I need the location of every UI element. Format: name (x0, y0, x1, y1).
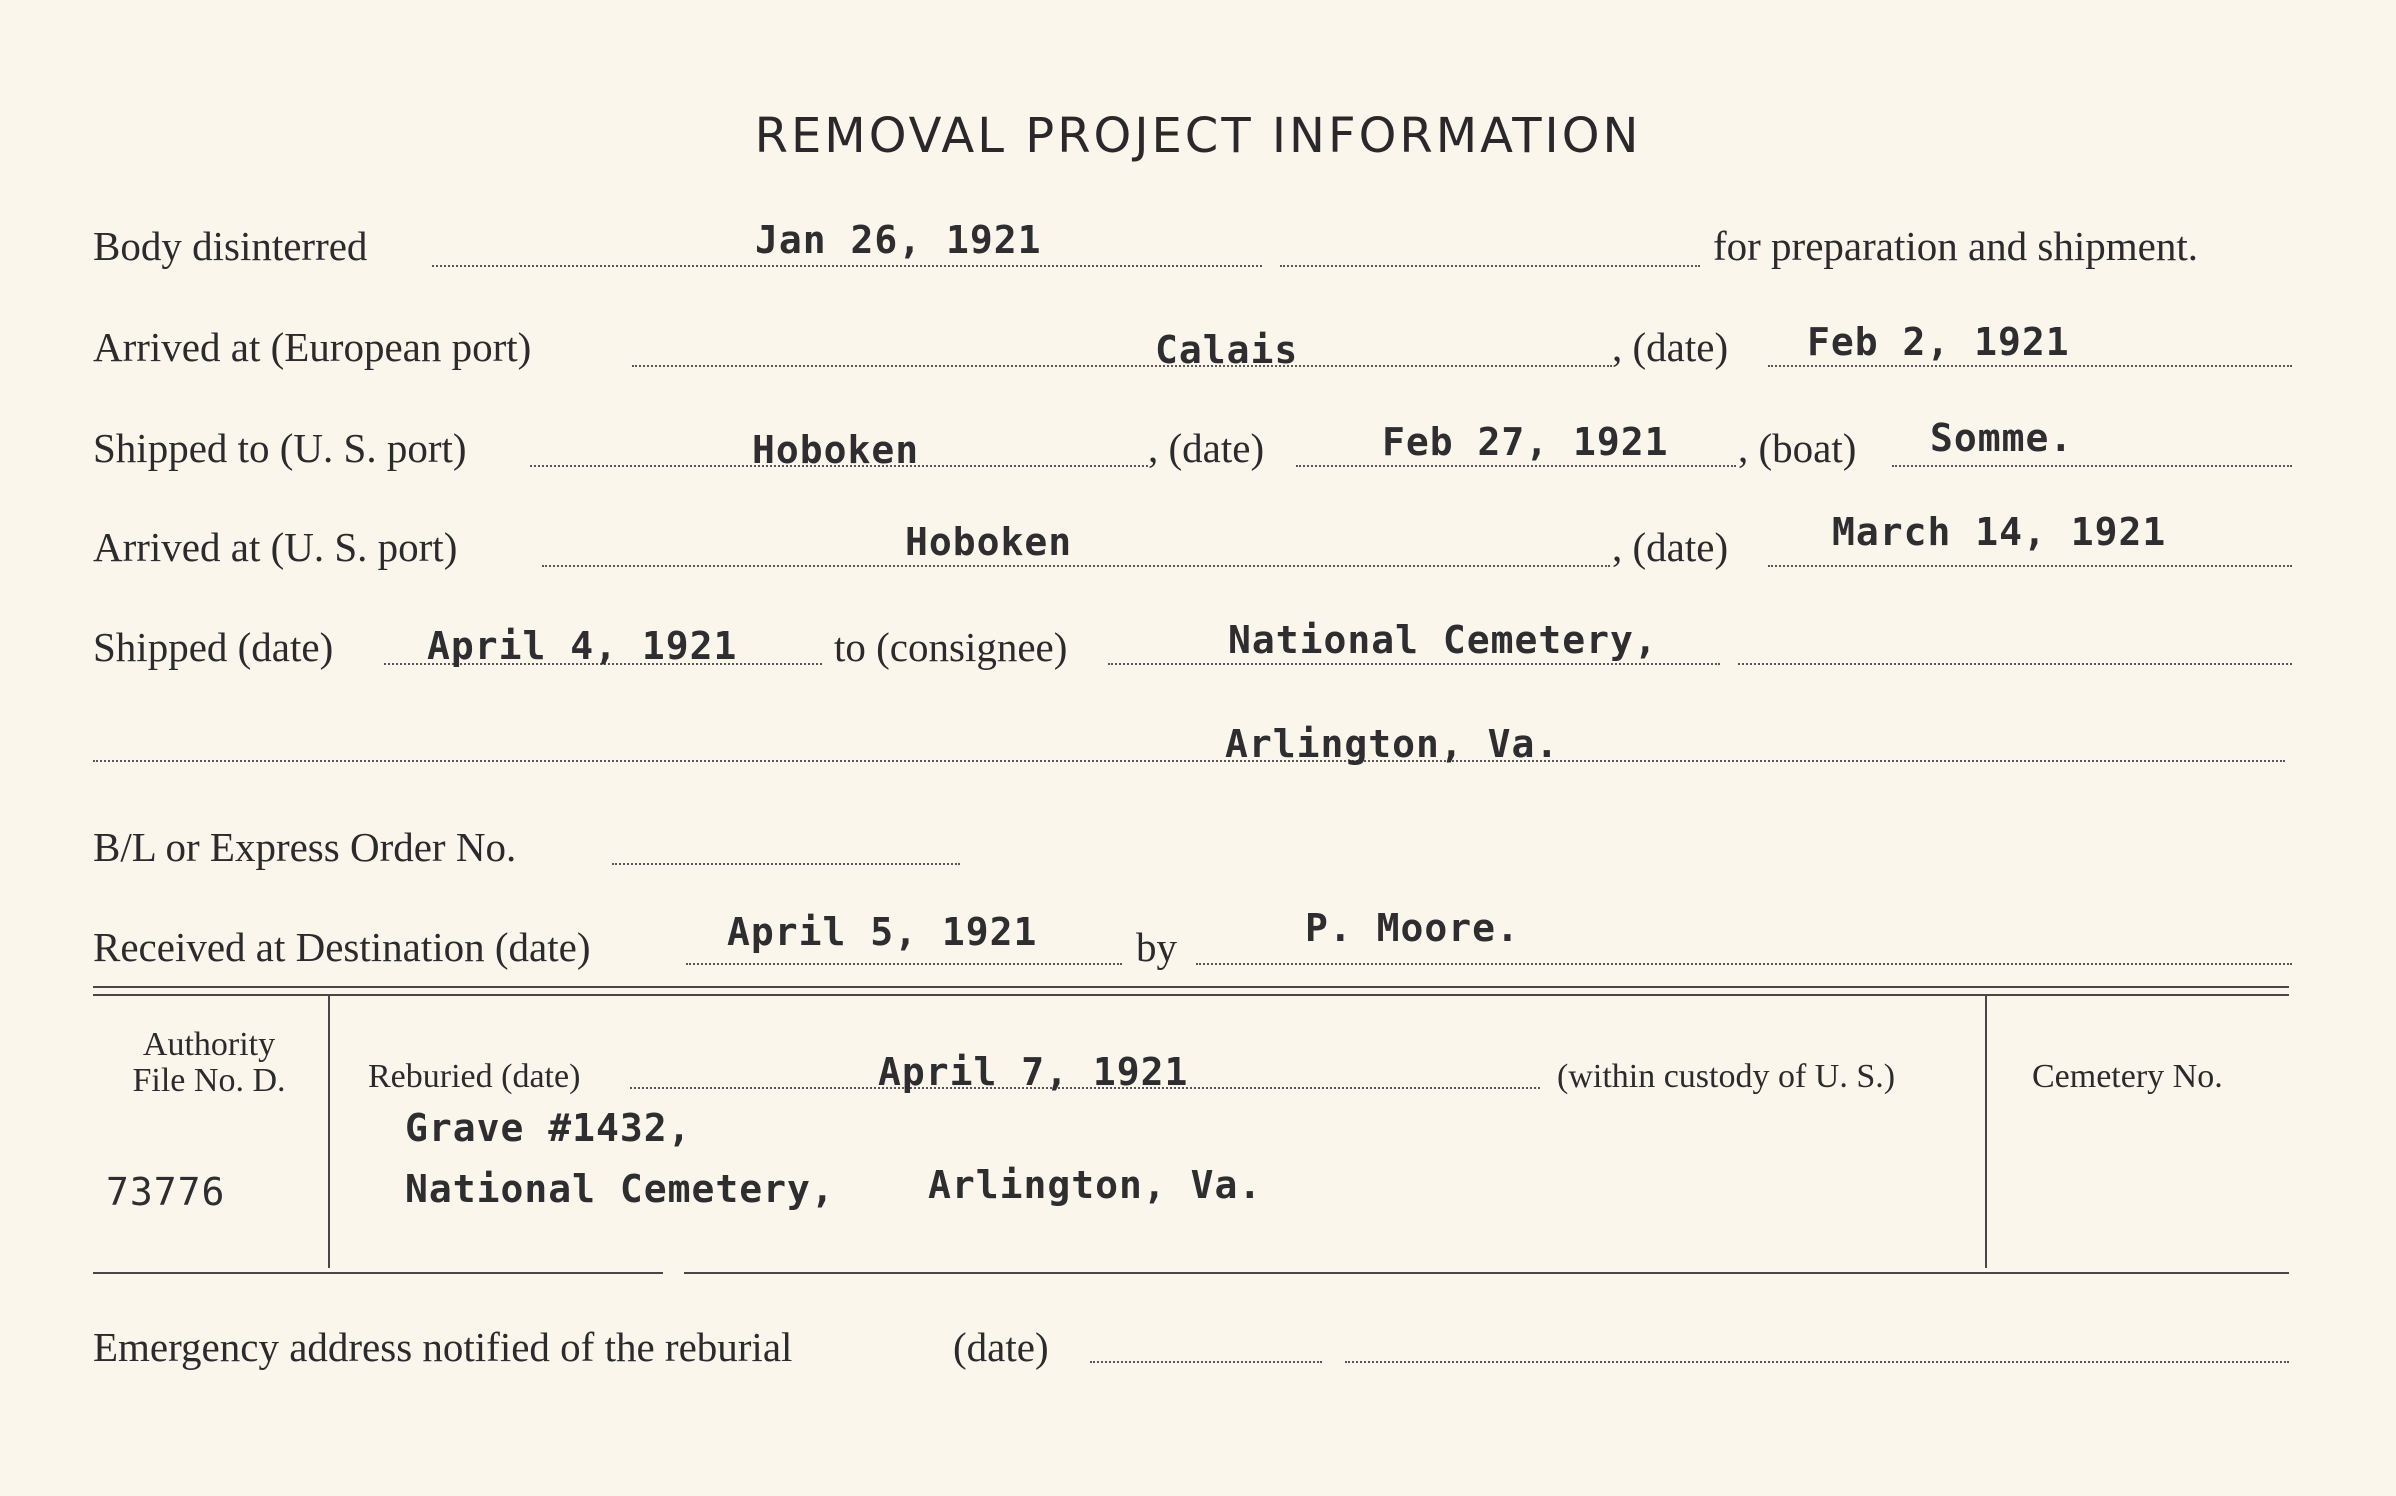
bl-order-line (612, 863, 960, 865)
shipped-to-us-port-value: Hoboken (752, 428, 920, 472)
authority-file-no: 73776 (106, 1170, 226, 1214)
shipped-to-us-date-value: Feb 27, 1921 (1382, 420, 1669, 464)
consignee-continuation-line (93, 760, 2285, 762)
shipped-date-value: April 4, 1921 (427, 624, 738, 668)
table-divider-right (1985, 996, 1987, 1268)
arrived-us-date-line (1768, 565, 2292, 567)
received-date-line (686, 963, 1122, 965)
table-top-rule-1 (93, 986, 2289, 988)
reburied-cemetery: National Cemetery, (405, 1167, 835, 1211)
consignee-line-2 (1738, 663, 2292, 665)
reburied-label: Reburied (date) (368, 1058, 581, 1095)
reburied-grave: Grave #1432, (405, 1106, 692, 1150)
consignee-line1-value: National Cemetery, (1228, 618, 1658, 662)
shipped-date-label: Shipped (date) (93, 624, 334, 670)
emergency-date-line-2 (1345, 1361, 2289, 1363)
arrived-european-port-value: Calais (1155, 328, 1299, 372)
shipped-boat-line (1892, 465, 2292, 467)
consignee-line2-value: Arlington, Va. (1225, 722, 1560, 766)
shipped-boat-value: Somme. (1930, 416, 2074, 460)
arrived-us-date-value: March 14, 1921 (1832, 510, 2167, 554)
received-by-value: P. Moore. (1305, 906, 1520, 950)
table-top-rule-2 (93, 994, 2289, 996)
received-by-line (1196, 963, 2292, 965)
table-divider-left (328, 996, 330, 1268)
shipped-to-us-date-line (1296, 465, 1736, 467)
shipped-to-us-date-label: , (date) (1148, 425, 1265, 471)
emergency-address-label: Emergency address notified of the reburial (93, 1324, 793, 1370)
arrived-european-date-line (1768, 365, 2292, 367)
reburied-location: Arlington, Va. (928, 1163, 1263, 1207)
emergency-date-label: (date) (953, 1324, 1049, 1370)
authority-label-line2: File No. D. (132, 1062, 286, 1099)
arrived-us-port-label: Arrived at (U. S. port) (93, 524, 458, 570)
authority-label (93, 1027, 325, 1099)
body-disinterred-value: Jan 26, 1921 (755, 218, 1042, 262)
consignee-label: to (consignee) (834, 624, 1068, 670)
reburied-note: (within custody of U. S.) (1557, 1058, 1896, 1095)
shipped-to-us-port-label: Shipped to (U. S. port) (93, 425, 467, 471)
arrived-european-port-line (632, 365, 1612, 367)
arrived-european-date-label: , (date) (1612, 324, 1729, 370)
bl-order-label: B/L or Express Order No. (93, 824, 517, 870)
arrived-european-date-value: Feb 2, 1921 (1807, 320, 2070, 364)
body-disinterred-label: Body disinterred (93, 223, 368, 269)
received-by-label: by (1136, 924, 1177, 970)
cemetery-no-label: Cemetery No. (2032, 1058, 2223, 1095)
body-disinterred-line-2 (1280, 265, 1700, 267)
received-date-value: April 5, 1921 (727, 910, 1038, 954)
body-disinterred-line-1 (432, 265, 1262, 267)
arrived-us-port-value: Hoboken (905, 520, 1073, 564)
arrived-us-port-line (542, 565, 1610, 567)
arrived-european-port-label: Arrived at (European port) (93, 324, 532, 370)
reburied-date-value: April 7, 1921 (878, 1050, 1189, 1094)
table-bottom-rule-1 (93, 1272, 663, 1274)
authority-label-line1: Authority (142, 1026, 276, 1063)
shipped-boat-label: , (boat) (1738, 425, 1857, 471)
emergency-date-line-1 (1090, 1361, 1322, 1363)
arrived-us-date-label: , (date) (1612, 524, 1729, 570)
table-bottom-rule-2 (684, 1272, 2289, 1274)
consignee-line-1 (1108, 663, 1720, 665)
received-destination-label: Received at Destination (date) (93, 924, 591, 970)
body-disinterred-suffix: for preparation and shipment. (1713, 223, 2199, 269)
card-title: REMOVAL PROJECT INFORMATION (754, 108, 1642, 164)
